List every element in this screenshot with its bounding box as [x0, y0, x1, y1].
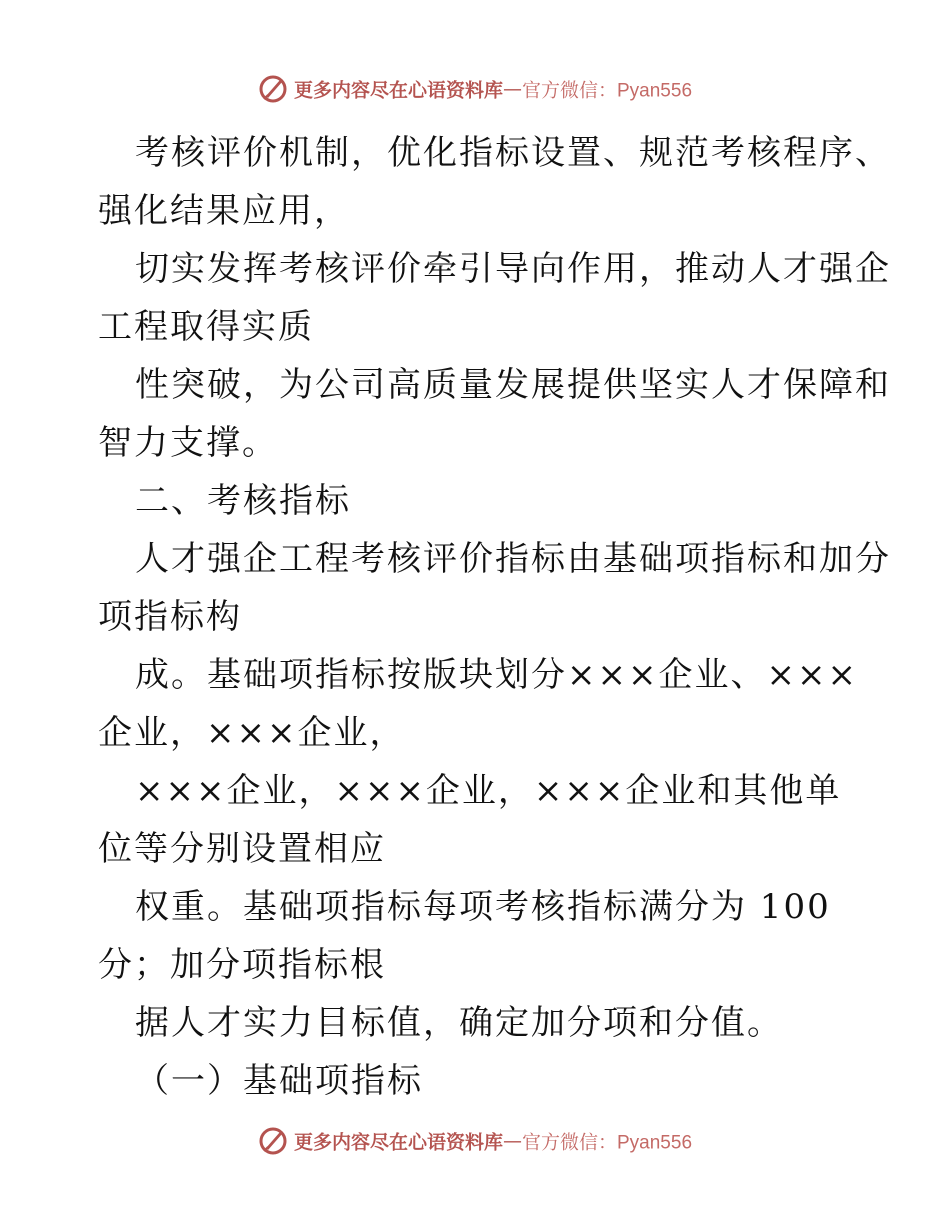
watermark-wechat: 官方微信：Pyan556: [522, 80, 693, 102]
quill-logo-icon: [258, 1126, 288, 1156]
text-line: 人才强企工程考核评价指标由基础项指标和加分: [135, 539, 891, 579]
watermark-separator: —: [503, 78, 522, 100]
subsection-heading: （一）基础项指标: [135, 1061, 423, 1101]
header-watermark: [0, 74, 950, 104]
section-heading: 二、考核指标: [135, 481, 351, 521]
watermark-separator: —: [503, 1130, 522, 1152]
text-line: 智力支撑。: [98, 423, 278, 463]
watermark-wechat: 官方微信：Pyan556: [522, 1132, 693, 1154]
footer-watermark: [0, 1126, 950, 1156]
text-line: 性突破，为公司高质量发展提供坚实人才保障和: [135, 365, 891, 405]
watermark-text: 更多内容尽在心语资料库: [293, 1131, 503, 1154]
text-line: 切实发挥考核评价牵引导向作用，推动人才强企: [135, 249, 891, 289]
document-body: [98, 124, 891, 1110]
text-line: 权重。基础项指标每项考核指标满分为 100: [135, 887, 831, 927]
text-line: 强化结果应用，: [98, 191, 350, 231]
text-line: ×××企业，×××企业，×××企业和其他单: [135, 771, 842, 811]
text-line: 据人才实力目标值，确定加分项和分值。: [135, 1003, 783, 1043]
text-line: 工程取得实质: [98, 307, 314, 347]
watermark-text: 更多内容尽在心语资料库: [293, 79, 503, 102]
text-line: 企业，×××企业，: [98, 713, 406, 753]
text-line: 成。基础项指标按版块划分×××企业、×××: [135, 655, 858, 695]
text-line: 项指标构: [98, 597, 242, 637]
quill-logo-icon: [258, 74, 288, 104]
text-line: 分；加分项指标根: [98, 945, 386, 985]
text-line: 考核评价机制，优化指标设置、规范考核程序、: [135, 133, 891, 173]
text-line: 位等分别设置相应: [98, 829, 386, 869]
